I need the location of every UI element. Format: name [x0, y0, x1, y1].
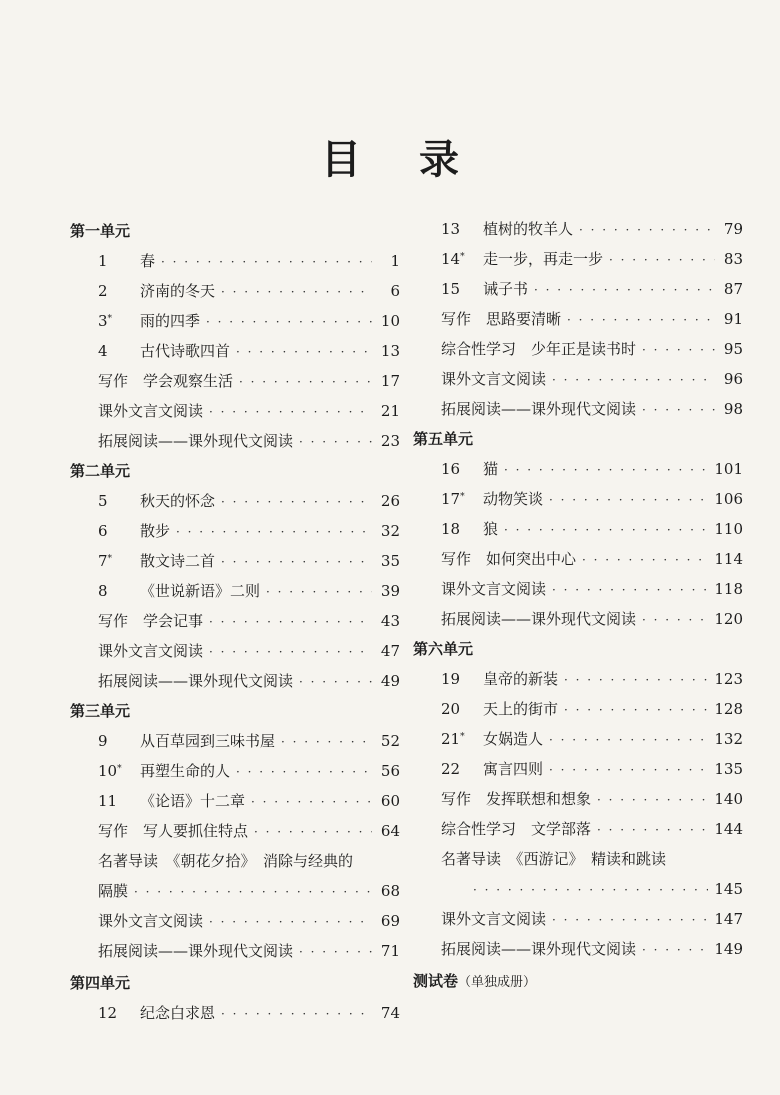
toc-entry[interactable] [70, 516, 400, 546]
page-number: 128 [714, 700, 743, 718]
leader-dots [567, 305, 715, 335]
lesson-number: 16 [441, 460, 461, 478]
toc-entry[interactable] [413, 484, 743, 514]
leader-dots [221, 999, 372, 1029]
unit-heading: 第一单元 [70, 222, 131, 240]
lesson-number: 13 [441, 220, 461, 238]
toc-entry[interactable] [70, 846, 400, 876]
unit-heading: 第四单元 [70, 974, 131, 992]
entry-title: 济南的冬天 [140, 282, 216, 300]
toc-entry[interactable] [70, 998, 400, 1028]
test-paper-line [413, 966, 743, 996]
entry-title: 纪念白求恩 [140, 1004, 216, 1022]
unit-heading: 第三单元 [70, 702, 131, 720]
leader-dots [239, 367, 372, 397]
page-number: 98 [723, 400, 743, 418]
page-number: 95 [723, 340, 743, 358]
leader-dots [609, 245, 715, 275]
toc-entry[interactable] [70, 486, 400, 516]
entry-title: 写作 如何突出中心 [441, 550, 577, 568]
toc-left-column [70, 216, 400, 1028]
leader-dots [642, 395, 715, 425]
toc-entry[interactable] [413, 844, 743, 874]
entry-title: 写作 思路要清晰 [441, 310, 562, 328]
leader-dots [552, 575, 708, 605]
optional-star-mark: * [460, 252, 465, 262]
toc-entry[interactable] [70, 396, 400, 426]
leader-dots [642, 605, 708, 635]
leader-dots [564, 665, 708, 695]
toc-entry[interactable] [413, 934, 743, 964]
toc-entry[interactable] [413, 784, 743, 814]
toc-entry[interactable] [70, 276, 400, 306]
leader-dots [549, 725, 708, 755]
entry-title: 课外文言文阅读 [441, 370, 547, 388]
toc-entry[interactable] [413, 394, 743, 424]
entry-title: 猫 [483, 460, 499, 478]
leader-dots [209, 397, 372, 427]
toc-entry[interactable] [413, 304, 743, 334]
page-number: 35 [380, 552, 400, 570]
leader-dots [221, 547, 372, 577]
entry-title: 狼 [483, 520, 499, 538]
leader-dots [134, 877, 372, 907]
leader-dots [221, 277, 372, 307]
entry-title: 植树的牧羊人 [483, 220, 574, 238]
toc-entry[interactable] [413, 274, 743, 304]
lesson-number: 10* [98, 762, 122, 780]
toc-entry-continued[interactable] [413, 874, 743, 904]
leader-dots [176, 517, 372, 547]
optional-star-mark: * [460, 732, 465, 742]
entry-title: 拓展阅读——课外现代文阅读 [441, 610, 637, 628]
entry-title: 女娲造人 [483, 730, 544, 748]
entry-title: 写作 学会观察生活 [98, 372, 234, 390]
page-number: 47 [380, 642, 400, 660]
toc-entry[interactable] [70, 306, 400, 336]
page-number: 96 [723, 370, 743, 388]
entry-title: 课外文言文阅读 [98, 402, 204, 420]
leader-dots [299, 937, 372, 967]
test-note: （单独成册） [458, 975, 537, 990]
entry-title: 课外文言文阅读 [98, 912, 204, 930]
leader-dots [251, 787, 372, 817]
entry-title: 拓展阅读——课外现代文阅读 [98, 942, 294, 960]
leader-dots [206, 307, 372, 337]
page-number: 21 [380, 402, 400, 420]
toc-entry[interactable] [413, 514, 743, 544]
lesson-number: 7* [98, 552, 113, 570]
entry-title: 综合性学习 文学部落 [441, 820, 592, 838]
leader-dots [642, 935, 708, 965]
entry-title: 课外文言文阅读 [98, 642, 204, 660]
entry-title: 再塑生命的人 [140, 762, 231, 780]
toc-right-column [413, 214, 743, 996]
entry-title: 皇帝的新装 [483, 670, 559, 688]
toc-entry[interactable] [413, 364, 743, 394]
toc-entry[interactable] [70, 336, 400, 366]
entry-title: 古代诗歌四首 [140, 342, 231, 360]
page-number: 26 [380, 492, 400, 510]
toc-entry-continued[interactable] [70, 876, 400, 906]
entry-title: 走一步，再走一步 [483, 250, 604, 268]
toc-entry[interactable] [413, 814, 743, 844]
page-number: 52 [380, 732, 400, 750]
lesson-number: 22 [441, 760, 461, 778]
page-number: 91 [723, 310, 743, 328]
page-number: 145 [714, 880, 743, 898]
toc-entry[interactable] [70, 606, 400, 636]
page-number: 87 [723, 280, 743, 298]
lesson-number: 9 [98, 732, 108, 750]
entry-title: 散步 [140, 522, 171, 540]
optional-star-mark: * [117, 764, 122, 774]
page-number: 110 [714, 520, 743, 538]
entry-title: 散文诗二首 [140, 552, 216, 570]
toc-entry[interactable] [413, 244, 743, 274]
entry-title: 名著导读 《西游记》 精读和跳读 [441, 850, 667, 868]
page-number: 69 [380, 912, 400, 930]
page-number: 149 [714, 940, 743, 958]
unit-heading: 第二单元 [70, 462, 131, 480]
leader-dots [582, 545, 708, 575]
page-number: 49 [380, 672, 400, 690]
toc-entry[interactable] [70, 816, 400, 846]
page-number: 140 [714, 790, 743, 808]
entry-title: 《论语》十二章 [140, 792, 246, 810]
toc-entry[interactable] [70, 426, 400, 456]
page-number: 1 [390, 252, 400, 270]
lesson-number: 17* [441, 490, 465, 508]
lesson-number: 3* [98, 312, 113, 330]
toc-entry[interactable] [413, 904, 743, 934]
entry-title: 从百草园到三味书屋 [140, 732, 276, 750]
entry-title: 写作 学会记事 [98, 612, 204, 630]
lesson-number: 1 [98, 252, 108, 270]
page-number: 114 [714, 550, 743, 568]
page-number: 118 [714, 580, 743, 598]
page-number: 83 [723, 250, 743, 268]
toc-entry[interactable] [70, 936, 400, 966]
page-number: 132 [714, 730, 743, 748]
page-number: 106 [714, 490, 743, 508]
page-number: 17 [380, 372, 400, 390]
toc-entry[interactable] [413, 604, 743, 634]
leader-dots [642, 335, 715, 365]
leader-dots [209, 637, 372, 667]
leader-dots [597, 815, 708, 845]
page-number: 74 [380, 1004, 400, 1022]
entry-title: 《世说新语》二则 [140, 582, 261, 600]
toc-entry[interactable] [70, 576, 400, 606]
entry-title: 拓展阅读——课外现代文阅读 [98, 672, 294, 690]
toc-entry[interactable] [413, 454, 743, 484]
entry-title: 综合性学习 少年正是读书时 [441, 340, 637, 358]
page-number: 147 [714, 910, 743, 928]
entry-title: 诫子书 [483, 280, 529, 298]
page-number: 135 [714, 760, 743, 778]
leader-dots [281, 727, 372, 757]
leader-dots [209, 907, 372, 937]
toc-entry[interactable] [413, 574, 743, 604]
optional-star-mark: * [107, 554, 113, 564]
toc-entry[interactable] [413, 694, 743, 724]
entry-title: 天上的街市 [483, 700, 559, 718]
unit-heading: 第六单元 [413, 640, 474, 658]
entry-title: 名著导读 《朝花夕拾》 消除与经典的 [98, 852, 354, 870]
lesson-number: 14* [441, 250, 465, 268]
leader-dots [236, 337, 372, 367]
entry-title: 春 [140, 252, 156, 270]
toc-entry[interactable] [70, 666, 400, 696]
page-number: 6 [390, 282, 400, 300]
page-number: 10 [380, 312, 400, 330]
leader-dots [254, 817, 372, 847]
page-number: 79 [723, 220, 743, 238]
lesson-number: 19 [441, 670, 461, 688]
lesson-number: 21* [441, 730, 465, 748]
page-number: 144 [714, 820, 743, 838]
entry-title: 写作 写人要抓住特点 [98, 822, 249, 840]
toc-entry[interactable] [70, 756, 400, 786]
leader-dots [579, 215, 715, 245]
entry-title: 拓展阅读——课外现代文阅读 [441, 940, 637, 958]
lesson-number: 5 [98, 492, 108, 510]
optional-star-mark: * [107, 314, 113, 324]
toc-entry[interactable] [70, 546, 400, 576]
leader-dots [552, 365, 715, 395]
page-number: 23 [380, 432, 400, 450]
toc-entry[interactable] [413, 544, 743, 574]
toc-entry[interactable] [70, 726, 400, 756]
leader-dots [549, 485, 708, 515]
lesson-number: 4 [98, 342, 108, 360]
toc-entry[interactable] [413, 754, 743, 784]
entry-title: 动物笑谈 [483, 490, 544, 508]
leader-dots [161, 247, 372, 277]
entry-title: 拓展阅读——课外现代文阅读 [441, 400, 637, 418]
page-number: 120 [714, 610, 743, 628]
page-number: 39 [380, 582, 400, 600]
page-number: 43 [380, 612, 400, 630]
page-number: 68 [380, 882, 400, 900]
toc-entry[interactable] [413, 664, 743, 694]
page-number: 123 [714, 670, 743, 688]
lesson-number: 11 [98, 792, 118, 810]
lesson-number: 2 [98, 282, 108, 300]
lesson-number: 18 [441, 520, 461, 538]
toc-entry[interactable] [413, 214, 743, 244]
unit-heading: 第五单元 [413, 430, 474, 448]
lesson-number: 8 [98, 582, 108, 600]
lesson-number: 20 [441, 700, 461, 718]
toc-entry[interactable] [70, 366, 400, 396]
toc-entry[interactable] [70, 636, 400, 666]
page-title: 目 录 [321, 136, 481, 183]
leader-dots [534, 275, 715, 305]
entry-title: 隔膜 [98, 882, 129, 900]
page-number: 13 [380, 342, 400, 360]
optional-star-mark: * [460, 492, 465, 502]
leader-dots [236, 757, 372, 787]
leader-dots [504, 455, 708, 485]
entry-title: 雨的四季 [140, 312, 201, 330]
entry-title: 写作 发挥联想和想象 [441, 790, 592, 808]
leader-dots [266, 577, 372, 607]
test-label: 测试卷 [413, 972, 459, 990]
page-number: 71 [380, 942, 400, 960]
page-number: 56 [380, 762, 400, 780]
toc-entry[interactable] [413, 724, 743, 754]
leader-dots [549, 755, 708, 785]
toc-entry[interactable] [413, 334, 743, 364]
leader-dots [504, 515, 708, 545]
leader-dots [299, 667, 372, 697]
leader-dots [564, 695, 708, 725]
lesson-number: 12 [98, 1004, 118, 1022]
entry-title: 寓言四则 [483, 760, 544, 778]
leader-dots [473, 875, 708, 905]
entry-title: 课外文言文阅读 [441, 580, 547, 598]
page-number: 60 [380, 792, 400, 810]
toc-entry[interactable] [70, 246, 400, 276]
leader-dots [209, 607, 372, 637]
leader-dots [552, 905, 708, 935]
lesson-number: 6 [98, 522, 108, 540]
leader-dots [299, 427, 372, 457]
leader-dots [221, 487, 372, 517]
lesson-number: 15 [441, 280, 461, 298]
toc-entry[interactable] [70, 906, 400, 936]
page-number: 101 [714, 460, 743, 478]
entry-title: 拓展阅读——课外现代文阅读 [98, 432, 294, 450]
entry-title: 课外文言文阅读 [441, 910, 547, 928]
toc-entry[interactable] [70, 786, 400, 816]
entry-title: 秋天的怀念 [140, 492, 216, 510]
page-number: 32 [380, 522, 400, 540]
page-number: 64 [380, 822, 400, 840]
leader-dots [597, 785, 708, 815]
